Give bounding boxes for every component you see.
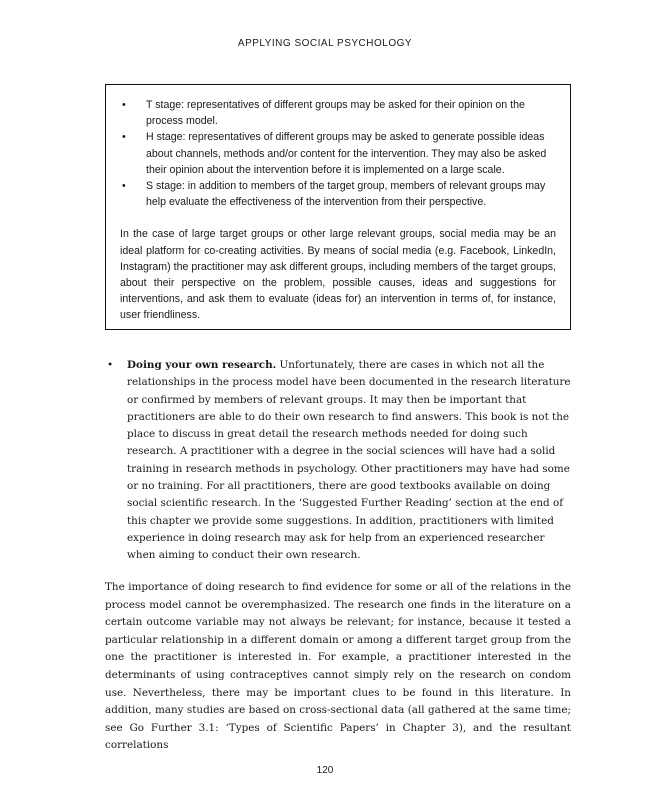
- list-item-text: T stage: representatives of different groups may be asked for their opinion on the process model.: [146, 99, 525, 128]
- list-item-t-stage: [120, 97, 556, 129]
- bullet-icon: •: [107, 359, 114, 371]
- list-item-text: S stage: in addition to members of the target group, members of relevant groups may help evaluate the effectiveness of the intervention from their perspective.: [146, 180, 546, 209]
- body-paragraph: The importance of doing research to find evidence for some or all of the relations in the process model cannot be overemphasized. The research one finds in the literature on a certain outcome variable may not always be relevant; for instance, because it tested a particular relationship in a different domain or among a different target group from the one the practitioner is interested in. For example, a practitioner interested in the determinants of using contraceptives cannot simply rely on the research on condom use. Nevertheless, there may be important clues to be found in this literature. In addition, many studies are based on cross-sectional data (all gathered at the same time; see Go Further 3.1: ‘Types of Scientific Papers’ in Chapter 3), and the resultant correlations: [105, 581, 571, 752]
- research-heading: Doing your own research.: [127, 359, 277, 371]
- bullet-icon: •: [122, 131, 126, 144]
- co-creation-box: [105, 84, 571, 330]
- list-item-text: H stage: representatives of different groups may be asked to generate possible ideas about channels, methods and/or content for the intervention. They may also be asked their opinion about the intervention before it is implemented on a large scale.: [146, 131, 547, 176]
- page-number: 120: [316, 765, 334, 776]
- running-header: APPLYING SOCIAL PSYCHOLOGY: [237, 38, 413, 49]
- bullet-icon: •: [122, 180, 126, 193]
- list-item-s-stage: [120, 178, 556, 210]
- research-text: Unfortunately, there are cases in which not all the relationships in the process model have been documented in the research literature or confirmed by members of relevant groups. It may then be important that practitioners are able to do their own research to find answers. This book is not the place to discuss in great detail the research methods needed for doing such research. A practitioner with a degree in the social sciences will have had a solid training in research methods in psychology. Other practitioners may have had some or no training. For all practitioners, there are good textbooks available on doing social scientific research. In the ‘Suggested Further Reading’ section at the end of this chapter we provide some suggestions. In addition, practitioners with limited experience in doing research may ask for help from an experienced researcher when aiming to conduct their own research.: [127, 359, 571, 562]
- research-bullet: [105, 357, 571, 565]
- box-paragraph: In the case of large target groups or other large relevant groups, social media may be an ideal platform for co-creating activities. By means of social media (e.g. Facebook, LinkedIn, Instagram) the practitioner may ask different groups, including members of the target groups, about their perspective on the problem, possible causes, ideas and suggestions for interventions, and ask them to evaluate (ideas for) an intervention in terms of, for instance, user friendliness.: [120, 228, 556, 322]
- research-bullet-content: [105, 357, 571, 565]
- bullet-icon: •: [122, 99, 126, 111]
- stage-list: [120, 97, 556, 210]
- list-item-h-stage: [120, 129, 556, 178]
